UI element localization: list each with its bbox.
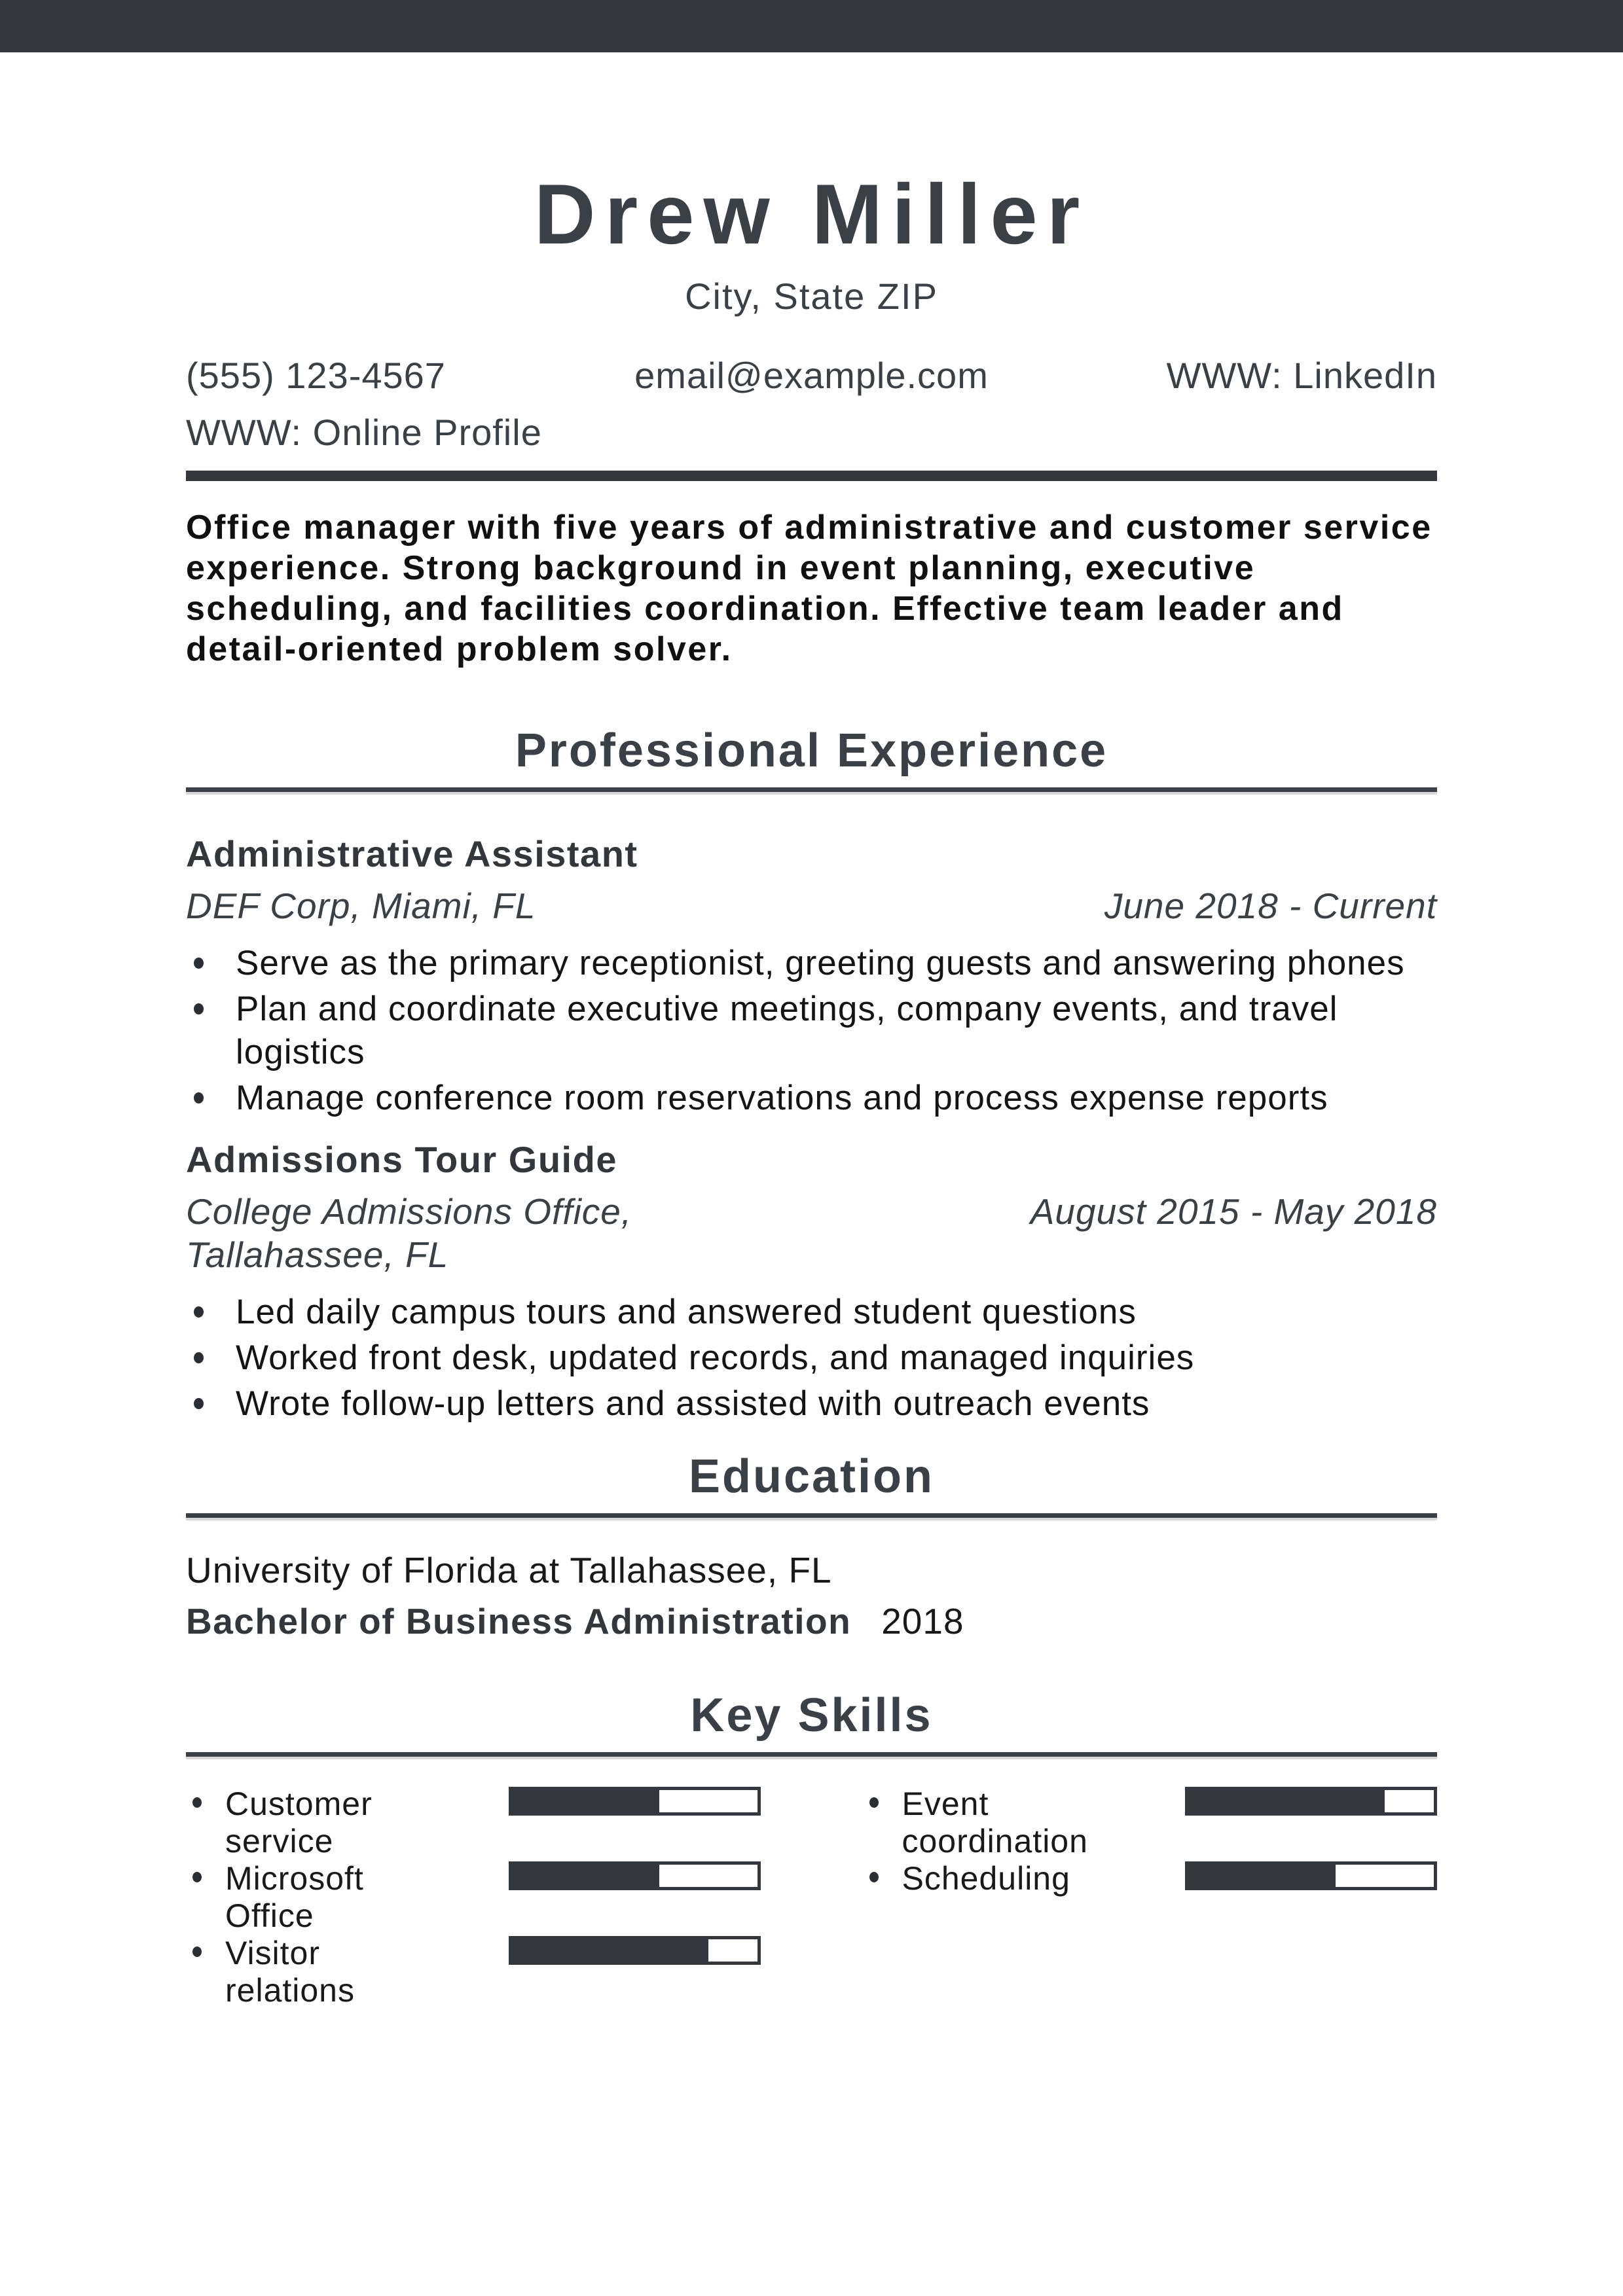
job-company: College Admissions Office, Tallahassee, FL bbox=[186, 1191, 632, 1275]
skill-level-fill bbox=[512, 1939, 708, 1962]
contact-online-profile: WWW: Online Profile bbox=[186, 412, 542, 453]
professional-summary: Office manager with five years of administrative and customer service experience. Strong background in event planning, executive scheduling, and facilities coordination. Effective team leader and detail-oriented problem solver. bbox=[186, 509, 1432, 668]
contact-block bbox=[186, 354, 1437, 454]
skill-level-fill bbox=[1188, 1865, 1336, 1887]
education-degree-line bbox=[186, 1600, 1437, 1642]
skills-column-1 bbox=[186, 1785, 761, 2009]
skill-name: Scheduling bbox=[902, 1860, 1070, 1897]
job-bullet: Serve as the primary receptionist, greeting guests and answering phones bbox=[186, 942, 1437, 985]
job-title: Admissions Tour Guide bbox=[186, 1139, 617, 1180]
contact-email: email@example.com bbox=[634, 355, 989, 396]
skill-name: Customer service bbox=[225, 1785, 373, 1859]
job-dates: June 2018 - Current bbox=[1104, 886, 1437, 926]
job-bullet: Wrote follow-up letters and assisted with outreach events bbox=[186, 1382, 1437, 1426]
skill-item bbox=[863, 1860, 1438, 1935]
job-meta bbox=[186, 884, 1437, 927]
job-bullet: Led daily campus tours and answered student questions bbox=[186, 1291, 1437, 1334]
job-company: DEF Corp, Miami, FL bbox=[186, 886, 536, 926]
skill-level-fill bbox=[512, 1865, 659, 1887]
contact-phone: (555) 123-4567 bbox=[186, 355, 446, 396]
section-title-experience: Professional Experience bbox=[515, 725, 1108, 777]
skill-level-fill bbox=[512, 1790, 659, 1812]
job-dates: August 2015 - May 2018 bbox=[1030, 1191, 1437, 1232]
section-divider-experience bbox=[186, 787, 1437, 792]
job-bullet: Manage conference room reservations and process expense reports bbox=[186, 1077, 1437, 1120]
skill-name: Visitor relations bbox=[225, 1935, 355, 2009]
skill-level-bar bbox=[509, 1787, 761, 1816]
skills-grid bbox=[186, 1785, 1437, 2009]
skill-item bbox=[186, 1785, 761, 1860]
contact-linkedin: WWW: LinkedIn bbox=[1166, 355, 1437, 396]
section-divider-skills bbox=[186, 1752, 1437, 1757]
section-divider-education bbox=[186, 1513, 1437, 1518]
resume-content bbox=[0, 166, 1623, 2009]
job-title: Administrative Assistant bbox=[186, 833, 638, 874]
bullet-dot bbox=[192, 1946, 202, 1957]
skill-item bbox=[186, 1860, 761, 1935]
skill-name: Microsoft Office bbox=[225, 1860, 364, 1934]
skills-column-2 bbox=[863, 1785, 1438, 2009]
skill-level-bar bbox=[1185, 1861, 1437, 1890]
contact-row-1 bbox=[186, 354, 1437, 397]
experience-item bbox=[186, 1138, 1437, 1426]
experience-item bbox=[186, 833, 1437, 1120]
bullet-dot bbox=[869, 1797, 879, 1808]
section-title-skills: Key Skills bbox=[690, 1689, 933, 1742]
bullet-dot bbox=[192, 1872, 202, 1882]
candidate-name: Drew Miller bbox=[534, 166, 1089, 262]
skill-level-bar bbox=[509, 1936, 761, 1965]
skill-level-bar bbox=[509, 1861, 761, 1890]
header-divider bbox=[186, 471, 1437, 481]
experience-list bbox=[186, 833, 1437, 1426]
bullet-dot bbox=[869, 1872, 879, 1882]
job-bullet: Plan and coordinate executive meetings, company events, and travel logistics bbox=[186, 988, 1437, 1074]
skill-name: Event coordination bbox=[902, 1785, 1088, 1859]
skill-item bbox=[863, 1785, 1438, 1860]
candidate-location: City, State ZIP bbox=[685, 276, 938, 317]
top-accent-bar bbox=[0, 0, 1623, 52]
skill-level-fill bbox=[1188, 1790, 1385, 1812]
section-title-education: Education bbox=[688, 1450, 934, 1503]
education-school: University of Florida at Tallahassee, FL bbox=[186, 1550, 832, 1590]
job-bullet: Worked front desk, updated records, and managed inquiries bbox=[186, 1336, 1437, 1380]
skill-item bbox=[186, 1935, 761, 2009]
bullet-dot bbox=[192, 1797, 202, 1808]
education-year: 2018 bbox=[881, 1601, 964, 1641]
job-bullet-list bbox=[186, 1291, 1437, 1426]
skill-level-bar bbox=[1185, 1787, 1437, 1816]
education-degree: Bachelor of Business Administration bbox=[186, 1601, 852, 1641]
job-bullet-list bbox=[186, 942, 1437, 1120]
job-meta bbox=[186, 1190, 1437, 1276]
